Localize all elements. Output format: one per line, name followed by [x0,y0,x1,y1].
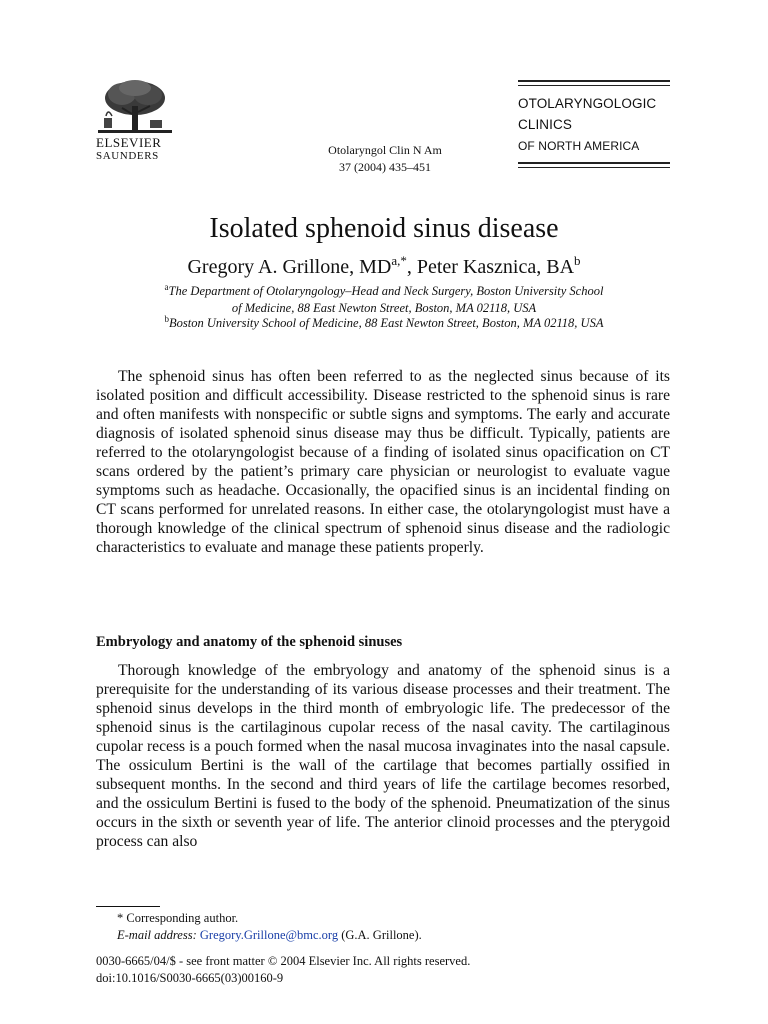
copyright-line: 0030-6665/04/$ - see front matter © 2004 Elsevier Inc. All rights reserved. [96,954,471,968]
section-paragraph: Thorough knowledge of the embryology and anatomy of the sphenoid sinus is a prerequisite for the understanding of its various disease processes and their treatment. The sphenoid sinus develops in the third month of embryologic life. The predecessor of the sphenoid sinus is the cartilaginous cupolar recess of the nasal cavity. The cartilaginous cupolar recess is a pouch formed when the nasal mucosa invaginates into the nasal capsule. The ossiculum Bertini is the wall of the cartilage that becomes partially ossified in subsequent months. In the second and third years of life the cartilage becomes resorbed, and the ossiculum Bertini is fused to the body of the sphenoid. Pneumatization of the sinus occurs in the sixth or seventh year of life. The anterior clinoid processes and the pterygoid process can also [96,662,670,850]
publisher-imprint: SAUNDERS [96,150,159,162]
volume-pages: 37 (2004) 435–451 [339,160,431,174]
author-separator: , [406,256,417,278]
email-link[interactable]: Gregory.Grillone@bmc.org [199,928,339,942]
publisher-name: ELSEVIER [96,135,162,150]
email-suffix: (G.A. Grillone). [338,928,422,942]
affil-mark: b [164,314,170,324]
affiliation-b [96,315,672,332]
affil-text: of Medicine, 88 East Newton Street, Boston, MA 02118, USA [231,301,537,315]
brand-rule [518,162,670,164]
corresponding-author-note: * Corresponding author. [117,911,239,925]
email-label: E-mail address: [117,928,197,942]
affil-text: Boston University School of Medicine, 88 East Newton Street, Boston, MA 02118, USA [169,316,604,330]
intro-paragraph: The sphenoid sinus has often been referred to as the neglected sinus because of its isolated position and difficult accessibility. Disease restricted to the sphenoid sinus is rare and often manifests with nonspecific or subtle signs and symptoms. The early and accurate diagnosis of isolated sphenoid sinus disease may thus be difficult. Typically, patients are referred to the otolaryngologist because of a finding of isolated sinus opacification on CT scans ordered by the patient’s primary care physician or neurologist to evaluate vague symptoms such as headache. Occasionally, the opacified sinus is an incidental finding on CT scans performed for unrelated reasons. In either case, the otolaryngologist must have a thorough knowledge of the clinical spectrum of sphenoid sinus disease and the radiologic characteristics to evaluate and manage these patients properly. [96,368,670,556]
brand-rule [518,85,670,86]
journal-title-line: OF NORTH AMERICA [518,139,640,153]
journal-citation [290,142,480,176]
affil-text: The Department of Otolaryngology–Head and Neck Surgery, Boston University School [168,284,604,298]
author-name: Peter Kasznica, BA [416,256,575,278]
author-affil-mark: b [574,253,581,268]
affil-mark: a [164,282,169,292]
brand-rule [518,80,670,82]
doi-line: doi:10.1016/S0030-6665(03)00160-9 [96,971,284,985]
journal-title-line: CLINICS [518,117,572,132]
elsevier-tree-icon [98,78,172,136]
author-list [0,254,768,280]
email-note [117,927,422,943]
section-heading: Embryology and anatomy of the sphenoid sinuses [96,634,403,650]
footnote-rule [96,906,160,907]
author-affil-mark: a,* [391,253,407,268]
journal-abbrev: Otolaryngol Clin N Am [328,143,442,157]
affiliation-a [96,283,672,317]
brand-rule [518,167,670,168]
journal-title-line: OTOLARYNGOLOGIC [518,96,657,111]
author-name: Gregory A. Grillone, MD [187,256,392,278]
article-title: Isolated sphenoid sinus disease [209,213,559,244]
